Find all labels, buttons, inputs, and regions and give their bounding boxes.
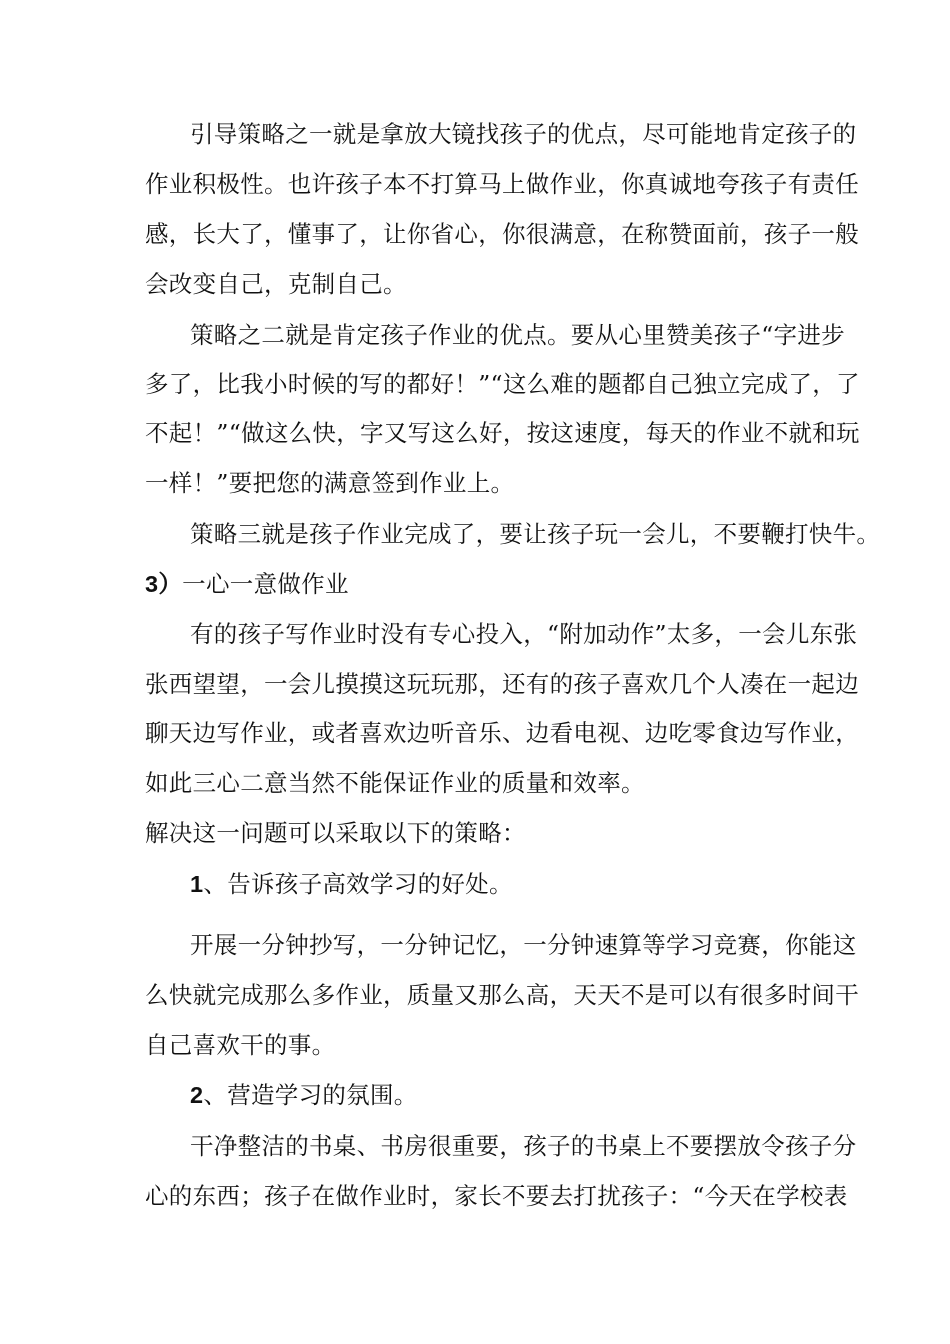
list-item-separator: 、 — [203, 870, 228, 898]
paragraph-line: 如此三心二意当然不能保证作业的质量和效率。 — [145, 769, 645, 797]
paragraph-line: 引导策略之一就是拿放大镜找孩子的优点，尽可能地肯定孩子的 — [190, 120, 857, 148]
paragraph-line: 策略之二就是肯定孩子作业的优点。要从心里赞美孩子“字进步 — [190, 321, 845, 349]
paragraph-line: 干净整洁的书桌、书房很重要，孩子的书桌上不要摆放令孩子分 — [190, 1132, 857, 1160]
paragraph-line: 开展一分钟抄写，一分钟记忆，一分钟速算等学习竞赛，你能这 — [190, 931, 857, 959]
paragraph-line: 解决这一问题可以采取以下的策略： — [145, 819, 526, 847]
list-item-text: 营造学习的氛围。 — [227, 1081, 418, 1109]
paragraph-line: 策略三就是孩子作业完成了，要让孩子玩一会儿，不要鞭打快牛。 — [190, 520, 881, 548]
list-item-separator: 、 — [203, 1081, 228, 1109]
paragraph-line: 聊天边写作业，或者喜欢边听音乐、边看电视、边吃零食边写作业， — [145, 719, 859, 747]
paragraph-line: 心的东西；孩子在做作业时，家长不要去打扰孩子：“今天在学校表 — [145, 1182, 848, 1210]
paragraph-line: 不起！”“做这么快，字又写这么好，按这速度，每天的作业不就和玩 — [145, 419, 860, 447]
paragraph-line: 作业积极性。也许孩子本不打算马上做作业，你真诚地夸孩子有责任 — [145, 170, 859, 198]
paragraph-line: 会改变自己，克制自己。 — [145, 270, 407, 298]
section-heading — [145, 564, 810, 604]
paragraph-line: 一样！”要把您的满意签到作业上。 — [145, 469, 515, 497]
paragraph-line: 多了，比我小时候的写的都好！”“这么难的题都自己独立完成了，了 — [145, 370, 860, 398]
list-item-number: 1 — [190, 871, 204, 897]
list-item-number: 2 — [190, 1082, 204, 1108]
paragraph-line: 么快就完成那么多作业，质量又那么高，天天不是可以有很多时间干 — [145, 981, 859, 1009]
paragraph-line: 自己喜欢干的事。 — [145, 1031, 336, 1059]
section-number: 3） — [145, 571, 183, 597]
paragraph-line: 感，长大了，懂事了，让你省心，你很满意，在称赞面前，孩子一般 — [145, 220, 859, 248]
list-item-text: 告诉孩子高效学习的好处。 — [227, 870, 513, 898]
paragraph-line: 张西望望，一会儿摸摸这玩玩那，还有的孩子喜欢几个人凑在一起边 — [145, 670, 859, 698]
list-item — [190, 864, 810, 904]
section-title: 一心一意做作业 — [182, 570, 349, 598]
paragraph-line: 有的孩子写作业时没有专心投入，“附加动作”太多，一会儿东张 — [190, 620, 858, 648]
list-item — [190, 1075, 810, 1115]
